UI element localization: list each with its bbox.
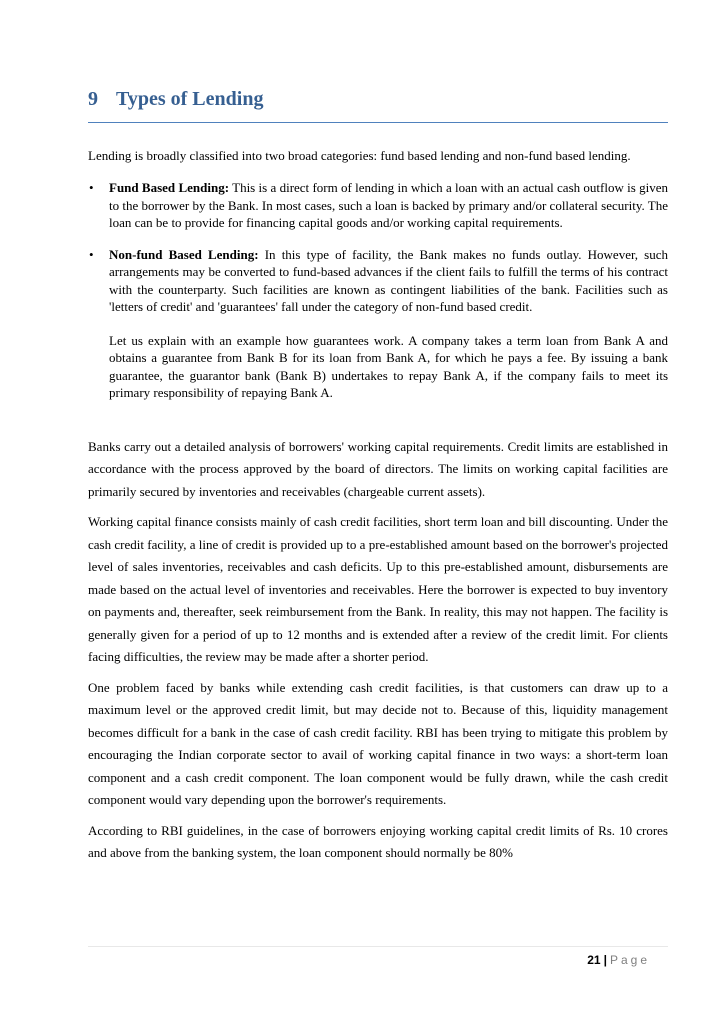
paragraph-liquidity: One problem faced by banks while extending cash credit facilities, is that customers can draw up to a maximum level or the approved credit limit, but may decide not to. Because of this, liquidity management becomes difficult for a bank in the case of cash credit facility. RBI has been trying to mitigate this problem by encouraging the Indian corporate sector to avail of working capital finance in two ways: a short-term loan component and a cash credit component. The loan component would be fully drawn, while the cash credit component would vary depending upon the borrower's requirements. [88,679,668,807]
bullet-text [109,179,668,232]
guarantee-example: Let us explain with an example how guarantees work. A company takes a term loan from Bank A and obtains a guarantee from Bank B for its loan from Bank A, for which he pays a fee. By issuing a bank guarantee, the guarantor bank (Bank B) undertakes to repay Bank A, if the company fails to meet its primary responsibility of repaying Bank A. [109,332,668,400]
bullet-fund-based [88,179,668,232]
document-body [88,144,668,865]
paragraph-credit-limits: Banks carry out a detailed analysis of borrowers' working capital requirements. Credit limits are established in accordance with the process approved by the board of directors. The limits on working capital facilities are primarily secured by inventories and receivables (chargeable current assets). [88,438,668,499]
bullet-icon: • [89,246,94,262]
bullet-title: Fund Based Lending: [109,180,230,195]
page-number: 21 [587,953,601,967]
footer-divider [88,946,668,947]
bullet-non-fund-based [88,246,668,402]
heading-underline [88,122,668,123]
bullet-title: Non-fund Based Lending: [109,246,259,262]
paragraph-rbi-guidelines: According to RBI guidelines, in the case of borrowers enjoying working capital credit limits of Rs. 10 crores and above from the banking system, the loan component should normally be 80% [88,822,668,860]
section-heading [88,88,668,111]
bullet-text [109,246,668,316]
section-title: Types of Lending [116,88,264,110]
page-footer [587,953,650,967]
footer-separator: | [603,953,607,967]
bullet-body: In this type of facility, the Bank makes no funds outlay. However, such arrangements may be converted to fund-based advances if the client fails to fulfill the terms of his contract with the counterparty. Such facilities are known as contingent liabilities of the bank. Facilities such as 'letters of credit' and 'guarantees' fall under the category of non-fund based credit. [109,246,669,314]
intro-paragraph: Lending is broadly classified into two broad categories: fund based lending and non-fund based lending. [88,148,631,163]
bullet-body: This is a direct form of lending in which a loan with an actual cash outflow is given to the borrower by the Bank. In most cases, such a loan is backed by primary and/or collateral security. The loan can be to provide for financing capital goods and/or working capital requirements. [109,180,669,230]
page-label: Page [609,953,650,967]
paragraph-working-capital: Working capital finance consists mainly of cash credit facilities, short term loan and bill discounting. Under the cash credit facility, a line of credit is provided up to a pre-established amount based on the borrower's projected level of sales inventories, receivables and cash deficits. Up to this pre-established amount, disbursements are made based on the actual level of inventories and receivables. Here the borrower is expected to buy inventory on payments and, thereafter, seek reimbursement from the Bank. In reality, this may not happen. The facility is generally given for a period of up to 12 months and is extended after a review of the credit limit. For clients facing difficulties, the review may be made after a shorter period. [88,514,668,664]
bullet-icon: • [89,180,94,195]
section-number: 9 [88,88,98,110]
